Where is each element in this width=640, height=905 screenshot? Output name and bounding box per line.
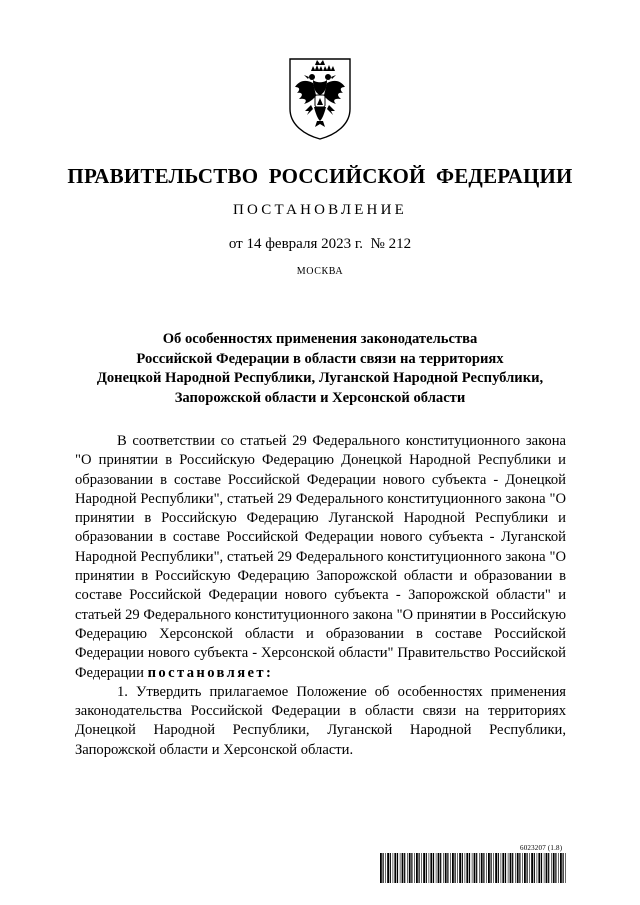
government-title: ПРАВИТЕЛЬСТВО РОССИЙСКОЙ ФЕДЕРАЦИИ (67, 164, 573, 188)
resolves-word: постановляет: (147, 664, 274, 681)
title-line: Донецкой Народной Республики, Луганской Народной Республики, (96, 370, 544, 386)
document-type: ПОСТАНОВЛЕНИЕ (233, 202, 407, 218)
title-line: Российской Федерации в области связи на территориях (136, 350, 504, 367)
title-line: Запорожской области и Херсонской области (174, 389, 466, 406)
barcode-number: 6023207 (1.8) (520, 844, 563, 852)
title-line: Об особенностях применения законодательства (162, 331, 478, 347)
paragraph-preamble (75, 432, 566, 683)
barcode-icon (380, 853, 568, 883)
paragraph-item-1: 1. Утвердить прилагаемое Положение об особенностях применения законодательства Российской Федерации в области связи на территориях Донецкой Народной Республики, Луганской Народной Республики, Запорожской области и Херсонской области. (75, 683, 566, 758)
city: МОСКВА (296, 266, 344, 277)
date-and-number: от 14 февраля 2023 г. № 212 (228, 236, 412, 252)
preamble-text: В соответствии со статьей 29 Федерального конституционного закона "О принятии в Российскую Федерацию Донецкой Народной Республики и образовании в составе Российской Федерации нового субъекта - Донецкой Народной Республики", статьей 29 Федерального конституционного закона "О принятии в Российскую Федерацию Луганской Народной Республики и образовании в составе Российской Федерации нового субъекта - Луганской Народной Республики", статьей 29 Федерального конституционного закона "О принятии в Российскую Федерацию Запорожской области и образовании в составе Российской Федерации нового субъекта - Запорожской области" и статьей 29 Федерального конституционного закона "О принятии в Российскую Федерацию Херсонской области и образовании в составе Российской Федерации нового субъекта - Херсонской области" Правительство Российской Федерации (75, 433, 566, 681)
document-title (60, 330, 580, 408)
russian-coat-of-arms-icon (287, 57, 353, 141)
document-body (75, 432, 566, 760)
